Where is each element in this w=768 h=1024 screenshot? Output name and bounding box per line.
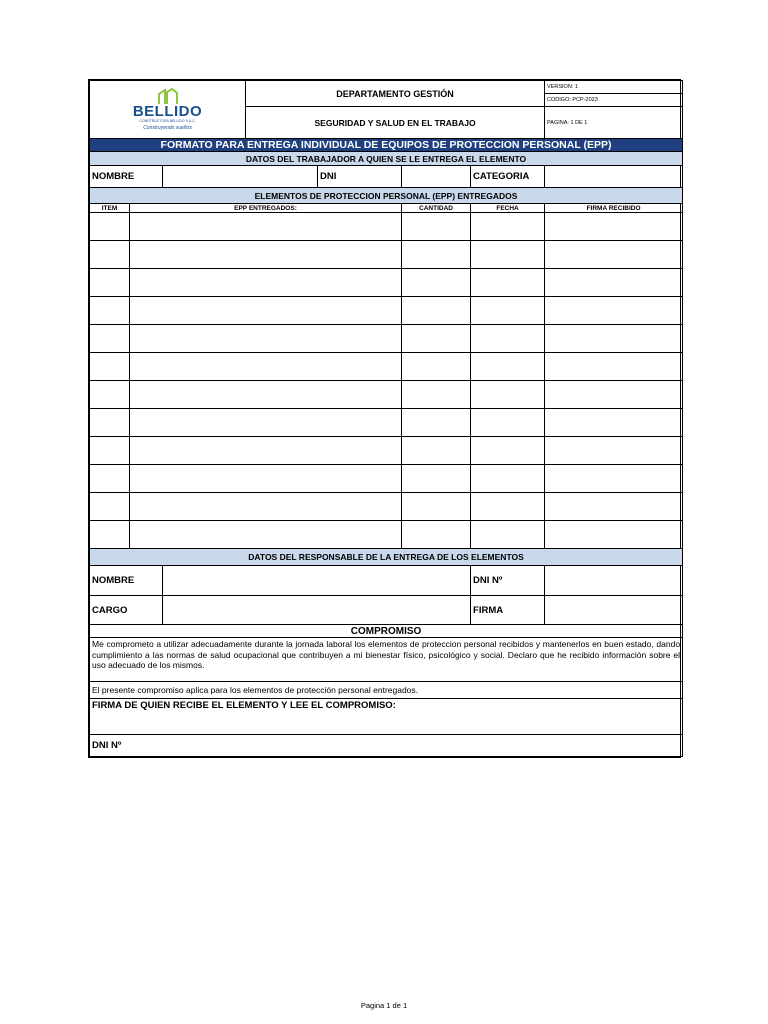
col-signature: FIRMA RECIBIDO — [545, 204, 683, 213]
epp-rows — [90, 213, 683, 549]
table-row — [90, 297, 683, 325]
col-quantity: CANTIDAD — [402, 204, 471, 213]
responsible-position-label: CARGO — [90, 596, 163, 625]
worker-dni-label: DNI — [318, 166, 402, 188]
table-row — [90, 353, 683, 381]
col-item: ITEM — [90, 204, 130, 213]
responsible-name-field[interactable] — [163, 566, 471, 596]
date-cell[interactable] — [471, 437, 545, 465]
date-cell[interactable] — [471, 381, 545, 409]
item-cell[interactable] — [90, 353, 130, 381]
signature-cell[interactable] — [545, 465, 683, 493]
responsible-dni-label: DNI Nº — [471, 566, 545, 596]
epp-cell[interactable] — [130, 213, 402, 241]
responsible-position-field[interactable] — [163, 596, 471, 625]
epp-cell[interactable] — [130, 381, 402, 409]
table-row — [90, 325, 683, 353]
page-footer: Pagina 1 de 1 — [360, 1001, 408, 1010]
quantity-cell[interactable] — [402, 521, 471, 549]
signature-cell[interactable] — [545, 213, 683, 241]
col-date: FECHA — [471, 204, 545, 213]
logo-slogan: Construyendo sueños — [143, 124, 192, 131]
table-row — [90, 493, 683, 521]
quantity-cell[interactable] — [402, 353, 471, 381]
quantity-cell[interactable] — [402, 409, 471, 437]
item-cell[interactable] — [90, 493, 130, 521]
epp-form-sheet — [88, 79, 681, 758]
epp-cell[interactable] — [130, 241, 402, 269]
epp-cell[interactable] — [130, 493, 402, 521]
commitment-title: COMPROMISO — [90, 625, 683, 638]
item-cell[interactable] — [90, 409, 130, 437]
worker-name-label: NOMBRE — [90, 166, 163, 188]
signature-cell[interactable] — [545, 409, 683, 437]
building-logo-icon — [153, 88, 183, 104]
worker-category-field[interactable] — [545, 166, 683, 188]
table-row — [90, 465, 683, 493]
signature-cell[interactable] — [545, 437, 683, 465]
epp-cell[interactable] — [130, 297, 402, 325]
date-cell[interactable] — [471, 353, 545, 381]
worker-section-title: DATOS DEL TRABAJADOR A QUIEN SE LE ENTREGA EL ELEMENTO — [90, 152, 683, 166]
item-cell[interactable] — [90, 241, 130, 269]
company-logo — [90, 81, 246, 139]
quantity-cell[interactable] — [402, 213, 471, 241]
quantity-cell[interactable] — [402, 241, 471, 269]
responsible-dni-field[interactable] — [545, 566, 683, 596]
epp-cell[interactable] — [130, 325, 402, 353]
item-cell[interactable] — [90, 521, 130, 549]
responsible-section-title: DATOS DEL RESPONSABLE DE LA ENTREGA DE LOS ELEMENTOS — [90, 549, 683, 566]
item-cell[interactable] — [90, 213, 130, 241]
date-cell[interactable] — [471, 297, 545, 325]
form-table — [89, 80, 683, 757]
quantity-cell[interactable] — [402, 465, 471, 493]
date-cell[interactable] — [471, 325, 545, 353]
quantity-cell[interactable] — [402, 381, 471, 409]
item-cell[interactable] — [90, 381, 130, 409]
date-cell[interactable] — [471, 465, 545, 493]
quantity-cell[interactable] — [402, 493, 471, 521]
date-cell[interactable] — [471, 241, 545, 269]
table-row — [90, 521, 683, 549]
table-row — [90, 381, 683, 409]
logo-company-name: CONSTRUCTORA BELLIDO S.A.C. — [139, 118, 196, 123]
epp-cell[interactable] — [130, 437, 402, 465]
date-cell[interactable] — [471, 269, 545, 297]
signature-cell[interactable] — [545, 381, 683, 409]
responsible-name-label: NOMBRE — [90, 566, 163, 596]
table-row — [90, 409, 683, 437]
commitment-text: Me comprometo a utilizar adecuadamente durante la jornada laboral los elementos de proteccion personal recibidos y mantenerlos en buen estado, dando cumplimiento a las normas de salud ocupacional que contribuyen a mi bienestar físico, psicológico y social. Declaro que he recibido información sobre el uso adecuado de los mismos. — [90, 638, 683, 682]
epp-cell[interactable] — [130, 269, 402, 297]
table-row — [90, 437, 683, 465]
col-epp: EPP ENTREGADOS: — [130, 204, 402, 213]
item-cell[interactable] — [90, 297, 130, 325]
quantity-cell[interactable] — [402, 297, 471, 325]
signature-cell[interactable] — [545, 297, 683, 325]
item-cell[interactable] — [90, 437, 130, 465]
responsible-signature-field[interactable] — [545, 596, 683, 625]
table-row — [90, 241, 683, 269]
epp-cell[interactable] — [130, 465, 402, 493]
form-title: FORMATO PARA ENTREGA INDIVIDUAL DE EQUIPOS DE PROTECCION PERSONAL (EPP) — [90, 139, 683, 152]
item-cell[interactable] — [90, 269, 130, 297]
receiver-signature-field[interactable]: FIRMA DE QUIEN RECIBE EL ELEMENTO Y LEE EL COMPROMISO: — [90, 699, 683, 735]
worker-name-field[interactable] — [163, 166, 318, 188]
table-row — [90, 269, 683, 297]
page-label: PAGINA: 1 DE 1 — [545, 107, 683, 139]
epp-section-title: ELEMENTOS DE PROTECCION PERSONAL (EPP) ENTREGADOS — [90, 188, 683, 204]
date-cell[interactable] — [471, 213, 545, 241]
date-cell[interactable] — [471, 521, 545, 549]
signature-cell[interactable] — [545, 493, 683, 521]
signature-cell[interactable] — [545, 325, 683, 353]
item-cell[interactable] — [90, 465, 130, 493]
version-label: VERSION: 1 — [545, 81, 683, 94]
worker-dni-field[interactable] — [402, 166, 471, 188]
worker-category-label: CATEGORIA — [471, 166, 545, 188]
department-title: DEPARTAMENTO GESTIÓN — [246, 81, 545, 107]
epp-cell[interactable] — [130, 521, 402, 549]
quantity-cell[interactable] — [402, 269, 471, 297]
receiver-dni-field[interactable]: DNI Nº — [90, 735, 683, 757]
code-label: CODIGO: PCP-2023 — [545, 94, 683, 107]
signature-cell[interactable] — [545, 241, 683, 269]
table-row — [90, 213, 683, 241]
date-cell[interactable] — [471, 409, 545, 437]
quantity-cell[interactable] — [402, 437, 471, 465]
item-cell[interactable] — [90, 325, 130, 353]
quantity-cell[interactable] — [402, 325, 471, 353]
epp-cell[interactable] — [130, 353, 402, 381]
logo-wordmark: BELLIDO — [132, 102, 203, 120]
epp-cell[interactable] — [130, 409, 402, 437]
area-title: SEGURIDAD Y SALUD EN EL TRABAJO — [246, 107, 545, 139]
date-cell[interactable] — [471, 493, 545, 521]
signature-cell[interactable] — [545, 521, 683, 549]
signature-cell[interactable] — [545, 269, 683, 297]
signature-cell[interactable] — [545, 353, 683, 381]
responsible-signature-label: FIRMA — [471, 596, 545, 625]
commitment-scope: El presente compromiso aplica para los elementos de protección personal entregados. — [90, 682, 683, 699]
